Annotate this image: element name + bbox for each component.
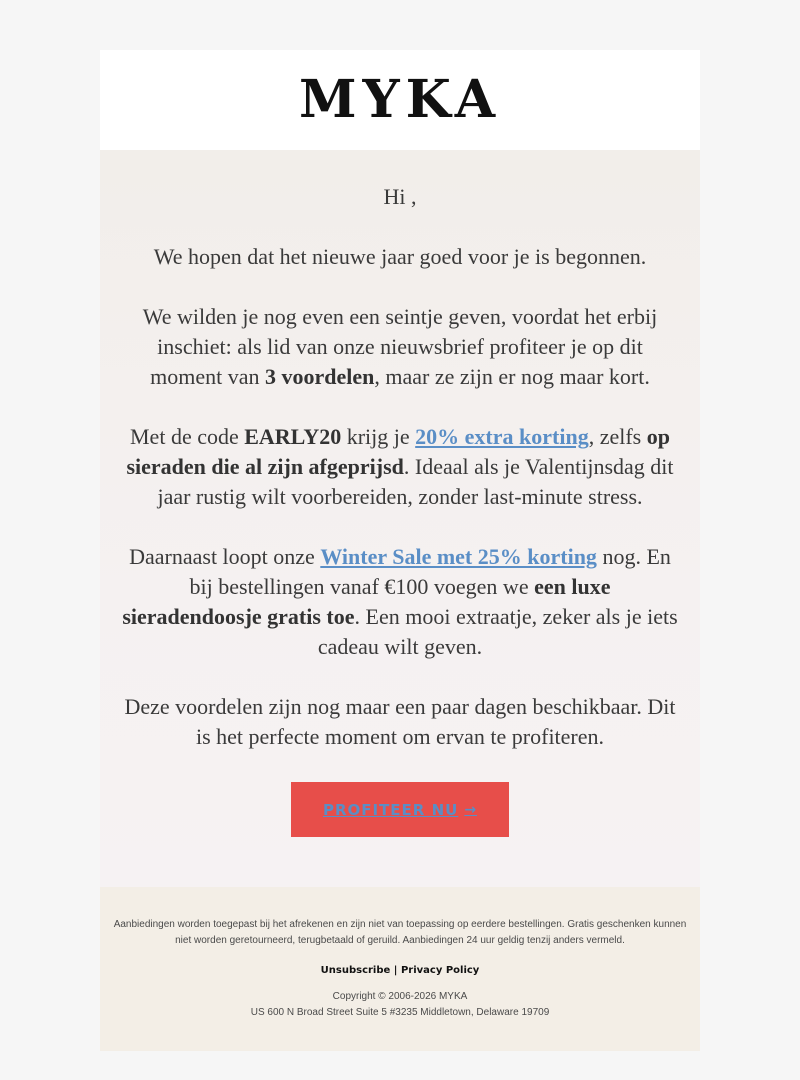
- winter-sale-text-mid: nog. En bij bestellingen vanaf €100 voegen we: [189, 544, 671, 599]
- profiteer-nu-button[interactable]: [291, 782, 509, 837]
- email-container: [100, 50, 700, 1051]
- winter-sale-link[interactable]: Winter Sale met 25% korting: [320, 544, 597, 569]
- paragraph-code: [120, 422, 680, 512]
- paragraph-benefits-text-post: , maar ze zijn er nog maar kort.: [374, 364, 650, 389]
- privacy-policy-link[interactable]: Privacy Policy: [400, 965, 480, 976]
- discount-code: EARLY20: [244, 424, 342, 449]
- winter-sale-text-post: . Een mooi extraatje, zeker als je iets cadeau wilt geven.: [317, 604, 678, 659]
- paragraph-benefits: [120, 302, 680, 392]
- winter-sale-text-pre: Daarnaast loopt onze: [129, 544, 321, 569]
- footer-link-separator: |: [390, 965, 401, 976]
- paragraph-winter-sale: [120, 542, 680, 662]
- free-jewelry-box-text: een luxe sieradendoosje gratis toe: [122, 574, 611, 629]
- discounted-jewelry-text: op sieraden die al zijn afgeprijsd: [126, 424, 670, 479]
- email-header: [100, 50, 700, 150]
- footer-address: US 600 N Broad Street Suite 5 #3235 Middletown, Delaware 19709: [250, 1007, 550, 1018]
- paragraph-urgency: Deze voordelen zijn nog maar een paar dagen beschikbaar. Dit is het perfecte moment om ervan te profiteren.: [124, 694, 676, 749]
- benefits-count: 3 voordelen: [265, 364, 375, 389]
- cta-wrapper: [120, 782, 680, 837]
- greeting: Hi ,: [383, 184, 417, 209]
- cta-label: PROFITEER NU: [322, 800, 459, 819]
- email-body: [100, 150, 700, 887]
- footer-links: [110, 963, 690, 979]
- paragraph-new-year: We hopen dat het nieuwe jaar goed voor je is begonnen.: [153, 244, 647, 269]
- unsubscribe-link[interactable]: Unsubscribe: [320, 965, 391, 976]
- footer-copyright: Copyright © 2006-2026 MYKA: [332, 991, 468, 1002]
- paragraph-benefits-text-pre: We wilden je nog even een seintje geven, voordat het erbij inschiet: als lid van onze nieuwsbrief profiteer je op dit moment van: [142, 304, 658, 389]
- extra-discount-link[interactable]: 20% extra korting: [415, 424, 589, 449]
- code-text-mid2: , zelfs: [588, 424, 647, 449]
- footer-disclaimer: Aanbiedingen worden toegepast bij het afrekenen en zijn niet van toepassing op eerdere bestellingen. Gratis geschenken kunnen niet worden geretourneerd, terugbetaald of geruild. Aanbiedingen 24 uur geldig tenzij anders vermeld.: [113, 919, 687, 946]
- code-text-mid1: krijg je: [341, 424, 416, 449]
- code-text-pre: Met de code: [130, 424, 245, 449]
- arrow-right-icon: →: [464, 801, 478, 818]
- myka-logo[interactable]: MYKA: [298, 69, 502, 130]
- code-text-post: . Ideaal als je Valentijnsdag dit jaar rustig wilt voorbereiden, zonder last-minute stress.: [157, 454, 674, 509]
- email-footer: [100, 887, 700, 1051]
